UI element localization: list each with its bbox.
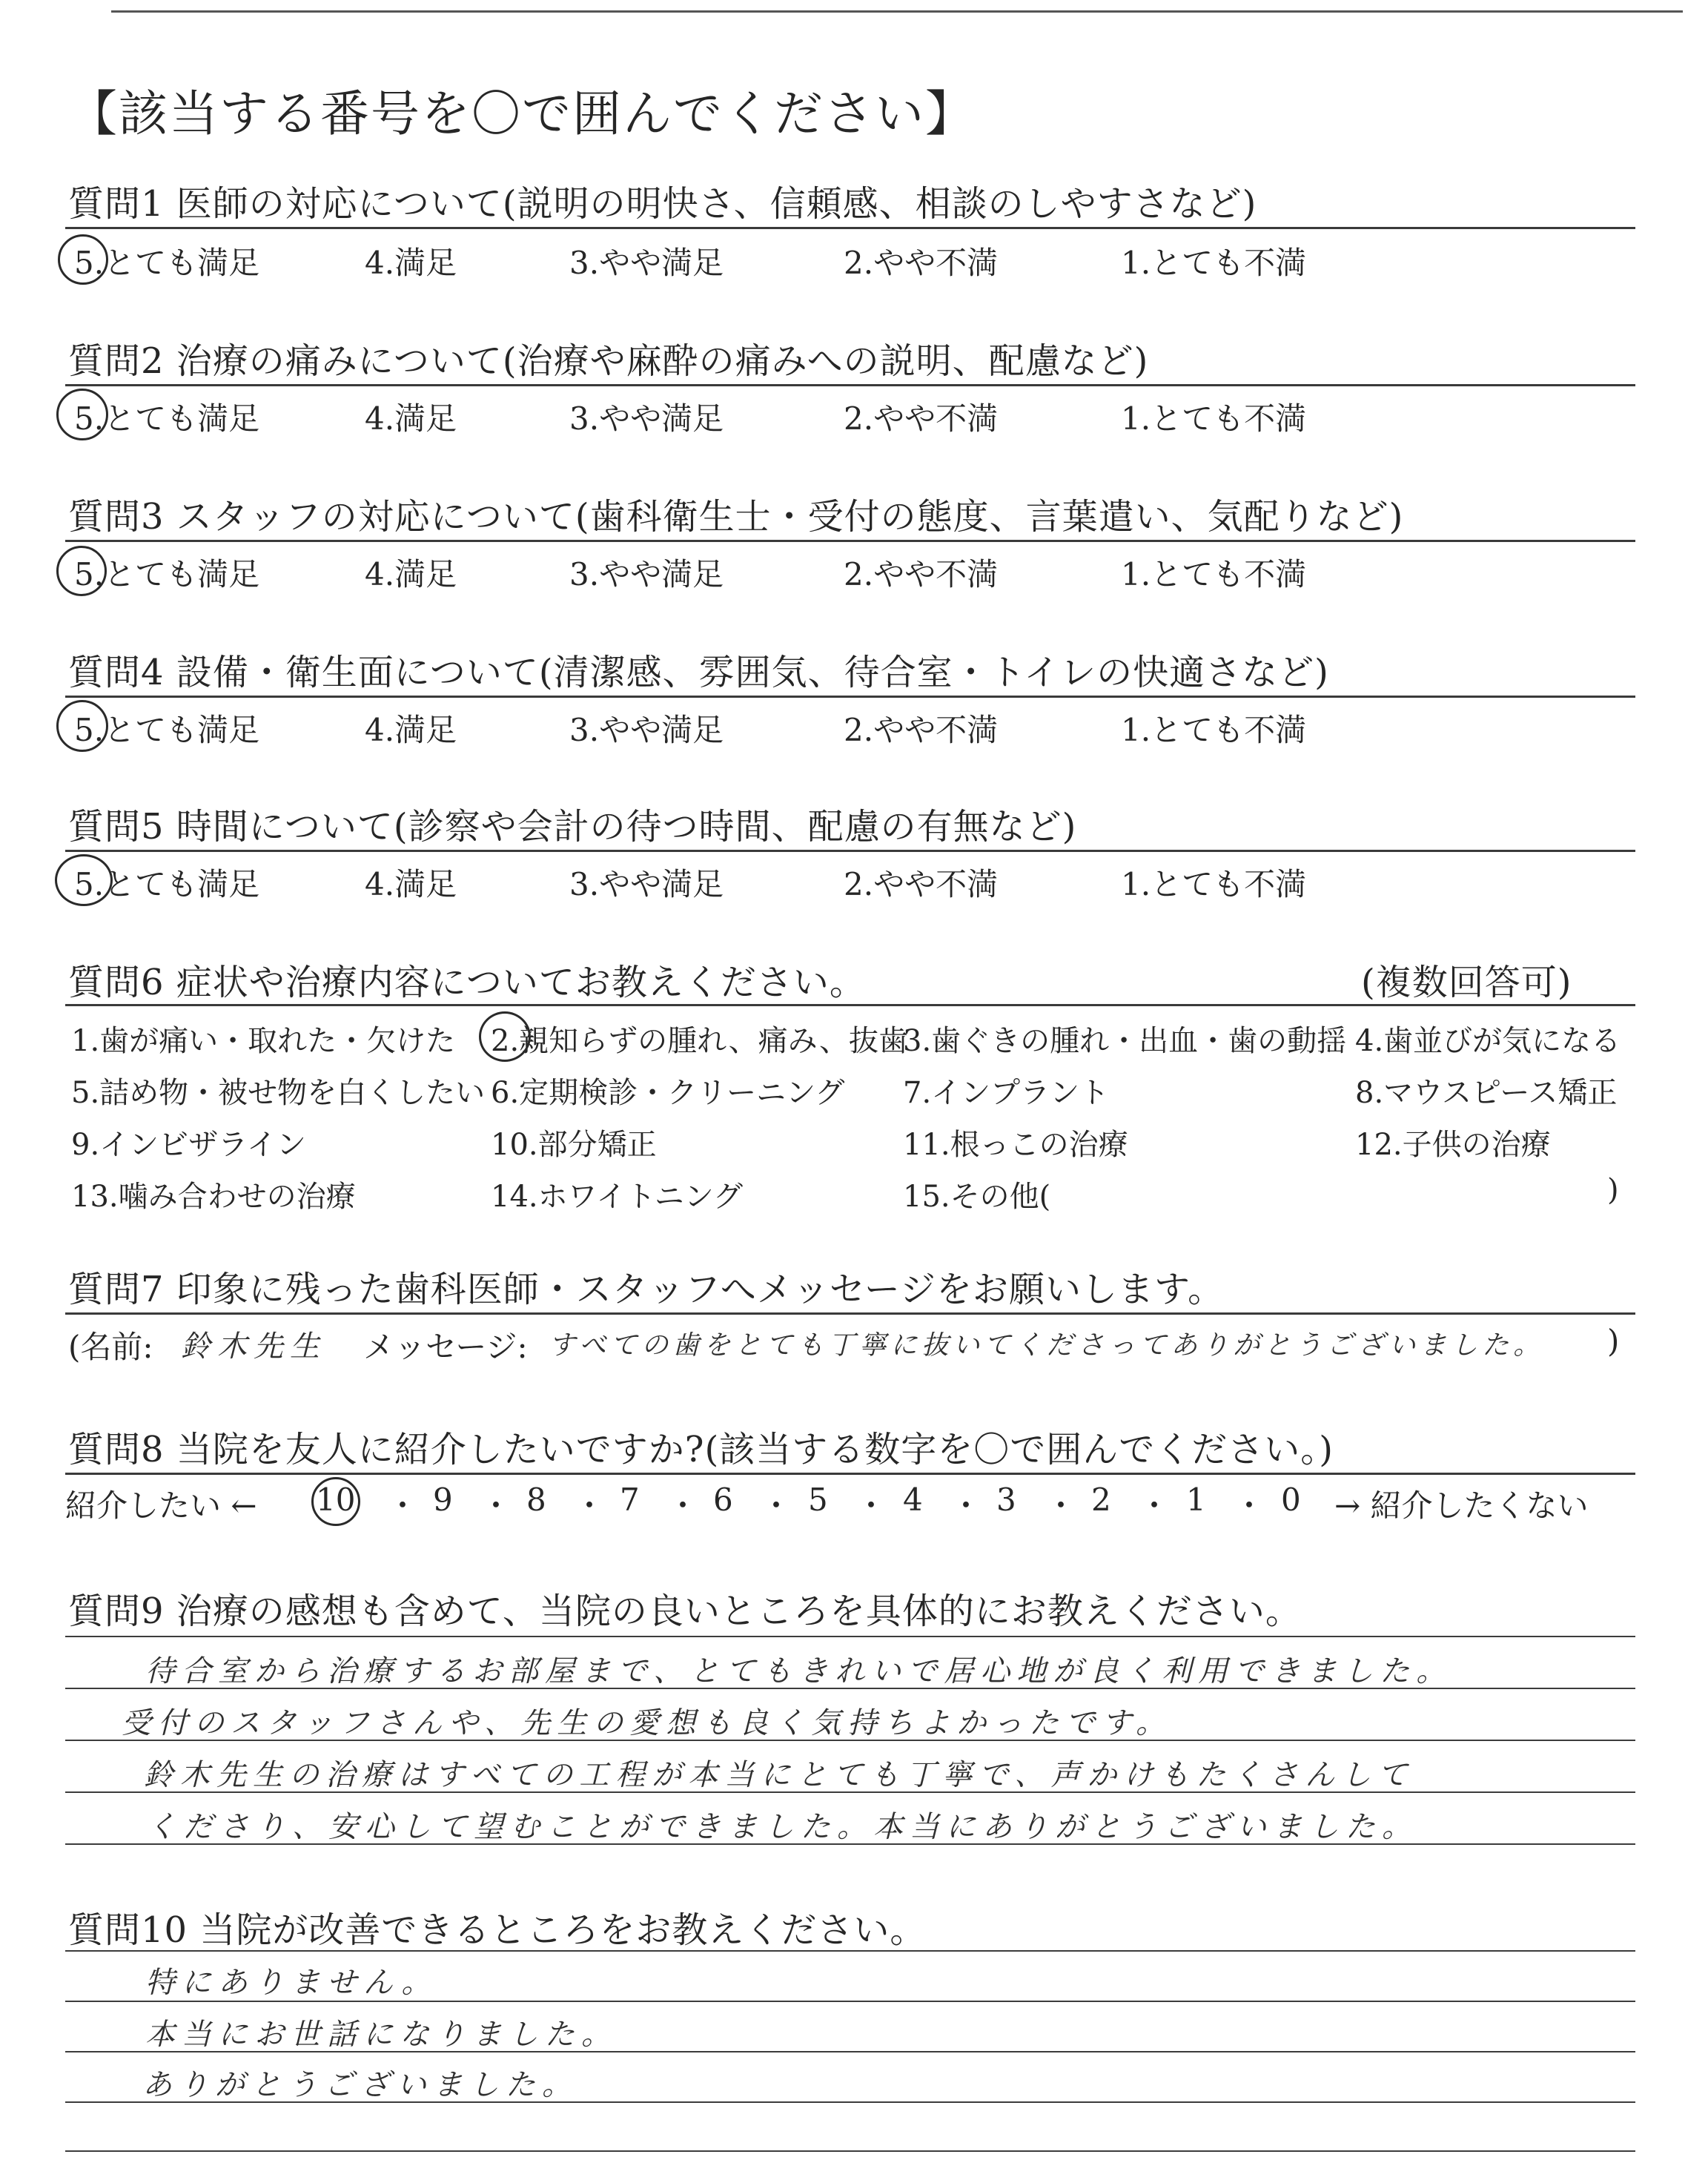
option-3[interactable]: 3.やや満足 [569,245,724,281]
score-9[interactable]: 9 [433,1482,453,1518]
message-close-paren: ) [1607,1323,1620,1359]
answer-line-3[interactable]: ありがとうございました。 [142,2068,578,2102]
option-2[interactable]: 2.やや不満 [844,556,999,592]
symptom-option-4[interactable]: 4.歯並びが気になる [1355,1024,1621,1058]
option-2[interactable]: 2.やや不満 [844,712,999,748]
symptom-option-15[interactable]: 15.その他( [903,1180,1051,1214]
question-8-label: 質問8 当院を友人に紹介したいですか?(該当する数字を〇で囲んでください。) [68,1429,1334,1470]
option-1[interactable]: 1.とても不満 [1121,712,1307,748]
answer-line-2[interactable]: 受付のスタッフさんや、先生の愛想も良く気持ちよかったです。 [122,1706,1172,1740]
symptom-option-5[interactable]: 5.詰め物・被せ物を白くしたい [71,1076,486,1110]
option-5[interactable]: 5.とても満足 [74,245,260,281]
score-10[interactable]: 10 [316,1482,356,1518]
writing-line [65,2001,1635,2002]
option-4[interactable]: 4.満足 [365,245,457,281]
question-5-label: 質問5 時間について(診察や会計の待つ時間、配慮の有無など) [68,806,1077,848]
writing-line [65,1688,1635,1689]
option-4[interactable]: 4.満足 [365,866,457,902]
option-3[interactable]: 3.やや満足 [569,400,724,437]
message-prefix: メッセージ: [363,1329,528,1365]
separator-dot: ・ [480,1487,512,1524]
score-6[interactable]: 6 [713,1482,733,1518]
writing-line [65,2150,1635,2152]
separator-dot: ・ [667,1487,699,1524]
separator-dot: ・ [1234,1487,1265,1524]
symptom-option-2[interactable]: 2.親知らずの腫れ、痛み、抜歯 [491,1024,908,1058]
selection-circle [58,234,108,285]
writing-line [65,1950,1635,1952]
symptom-option-13[interactable]: 13.噛み合わせの治療 [71,1180,356,1214]
question-7-label: 質問7 印象に残った歯科医師・スタッフへメッセージをお願いします。 [68,1269,1225,1310]
option-2[interactable]: 2.やや不満 [844,245,999,281]
score-8[interactable]: 8 [526,1482,546,1518]
option-5[interactable]: 5.とても満足 [74,400,260,437]
option-2[interactable]: 2.やや不満 [844,866,999,902]
question-6-rule [65,1004,1635,1006]
separator-dot: ・ [1045,1487,1077,1524]
score-3[interactable]: 3 [996,1482,1016,1518]
selection-circle [311,1477,360,1526]
symptom-option-12[interactable]: 12.子供の治療 [1355,1128,1551,1162]
option-5[interactable]: 5.とても満足 [74,556,260,592]
selection-circle [56,700,108,752]
question-3-label: 質問3 スタッフの対応について(歯科衛生士・受付の態度、言葉遣い、気配りなど) [68,496,1404,538]
symptom-option-14[interactable]: 14.ホワイトニング [491,1180,744,1214]
message-handwritten[interactable]: すべての歯をとても丁寧に抜いてくださってありがとうございました。 [549,1330,1545,1361]
score-0[interactable]: 0 [1281,1482,1301,1518]
symptom-option-9[interactable]: 9.インビザライン [71,1128,306,1162]
writing-line [65,1843,1635,1845]
writing-line [65,1740,1635,1741]
question-2-rule [65,384,1635,386]
separator-dot: ・ [574,1487,606,1524]
writing-line [65,1636,1635,1637]
question-1-rule [65,227,1635,229]
question-7-rule [65,1312,1635,1315]
option-4[interactable]: 4.満足 [365,556,457,592]
option-4[interactable]: 4.満足 [365,712,457,748]
multiple-answers-note: (複数回答可) [1361,962,1572,1003]
score-1[interactable]: 1 [1186,1482,1206,1518]
recommend-left-label: 紹介したい ← [65,1487,257,1524]
option-5[interactable]: 5.とても満足 [74,712,260,748]
score-4[interactable]: 4 [903,1482,923,1518]
selection-circle [55,854,113,906]
selection-circle [479,1011,531,1062]
option-1[interactable]: 1.とても不満 [1121,245,1307,281]
selection-circle [56,389,108,440]
symptom-option-1[interactable]: 1.歯が痛い・取れた・欠けた [71,1024,456,1058]
recommend-right-label: → 紹介したくない [1334,1487,1589,1524]
writing-line [65,2101,1635,2103]
score-7[interactable]: 7 [620,1482,640,1518]
answer-line-2[interactable]: 本当にお世話になりました。 [145,2018,618,2052]
score-5[interactable]: 5 [808,1482,828,1518]
question-10-label: 質問10 当院が改善できるところをお教えください。 [68,1909,927,1951]
page-title: 【該当する番号を〇で囲んでください】 [68,85,976,142]
writing-line [65,1791,1635,1793]
option-3[interactable]: 3.やや満足 [569,556,724,592]
other-close-paren: ) [1607,1173,1619,1207]
symptom-option-3[interactable]: 3.歯ぐきの腫れ・出血・歯の動揺 [903,1024,1347,1058]
question-9-label: 質問9 治療の感想も含めて、当院の良いところを具体的にお教えください。 [68,1591,1302,1632]
question-4-label: 質問4 設備・衛生面について(清潔感、雰囲気、待合室・トイレの快適さなど) [68,652,1329,693]
symptom-option-11[interactable]: 11.根っこの治療 [903,1128,1128,1162]
option-1[interactable]: 1.とても不満 [1121,556,1307,592]
option-3[interactable]: 3.やや満足 [569,866,724,902]
answer-line-1[interactable]: 待合室から治療するお部屋まで、とてもきれいで居心地が良く利用できました。 [145,1654,1453,1688]
question-6-label: 質問6 症状や治療内容についてお教えください。 [68,962,866,1003]
answer-line-3[interactable]: 鈴木先生の治療はすべての工程が本当にとても丁寧で、声かけもたくさんして [144,1758,1414,1792]
question-1-label: 質問1 医師の対応について(説明の明快さ、信頼感、相談のしやすさなど) [68,183,1257,225]
separator-dot: ・ [950,1487,982,1524]
question-3-rule [65,540,1635,542]
writing-line [65,2051,1635,2052]
option-5[interactable]: 5.とても満足 [74,866,260,902]
question-2-label: 質問2 治療の痛みについて(治療や麻酔の痛みへの説明、配慮など) [68,340,1149,382]
option-2[interactable]: 2.やや不満 [844,400,999,437]
answer-line-4[interactable]: くださり、安心して望むことができました。本当にありがとうございました。 [147,1810,1418,1844]
answer-line-1[interactable]: 特にありません。 [145,1966,438,2000]
separator-dot: ・ [855,1487,887,1524]
staff-name-handwritten[interactable]: 鈴木先生 [181,1330,326,1364]
option-3[interactable]: 3.やや満足 [569,712,724,748]
separator-dot: ・ [1139,1487,1171,1524]
question-5-rule [65,850,1635,852]
symptom-option-7[interactable]: 7.インプラント [903,1076,1110,1110]
question-4-rule [65,696,1635,698]
symptom-option-6[interactable]: 6.定期検診・クリーニング [491,1076,845,1110]
separator-dot: ・ [761,1487,792,1524]
option-1[interactable]: 1.とても不満 [1121,866,1307,902]
selection-circle [56,546,107,596]
symptom-option-8[interactable]: 8.マウスピース矯正 [1355,1076,1618,1110]
separator-dot: ・ [387,1487,419,1524]
option-1[interactable]: 1.とても不満 [1121,400,1307,437]
option-4[interactable]: 4.満足 [365,400,457,437]
name-prefix: (名前: [68,1329,153,1365]
score-2[interactable]: 2 [1091,1482,1111,1518]
question-8-rule [65,1473,1635,1475]
page-top-edge [111,10,1683,13]
symptom-option-10[interactable]: 10.部分矯正 [491,1128,657,1162]
